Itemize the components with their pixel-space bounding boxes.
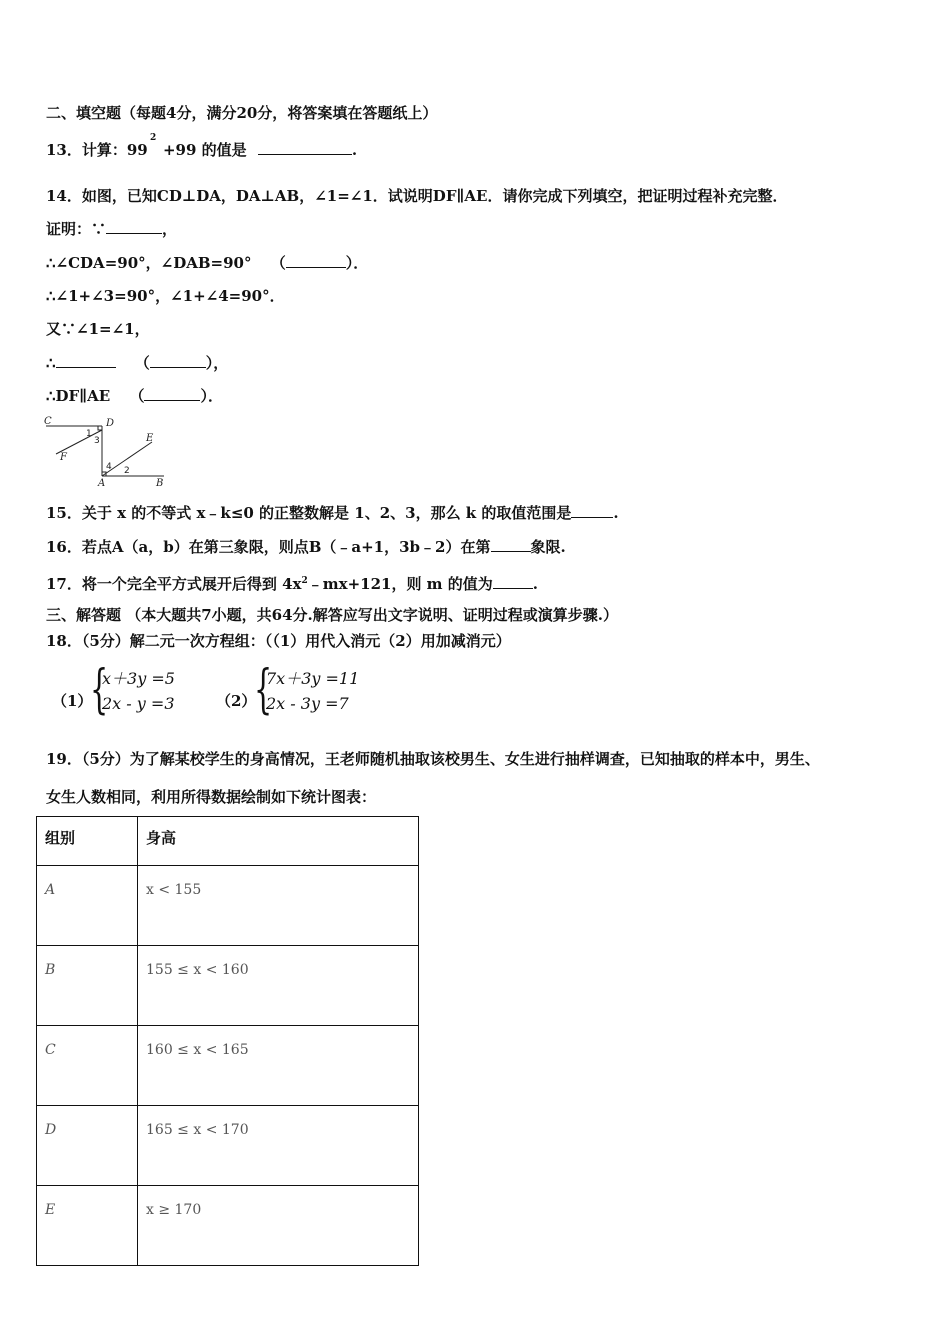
q14-line3: ∴∠1+∠3=90°，∠1+∠4=90°．: [46, 287, 285, 305]
header-group: 组别: [37, 817, 138, 866]
q14-line5: [46, 353, 228, 373]
q14-line5-prefix: ∴: [46, 354, 56, 372]
table-row: [37, 1186, 419, 1266]
question-16: [46, 537, 566, 557]
q15-answer-blank[interactable]: [571, 503, 613, 518]
q14-line6-prefix: ∴DF∥AE: [46, 387, 111, 405]
q13-end: .: [351, 141, 358, 159]
q14-line4: 又∵∠1=∠1，: [46, 320, 150, 338]
q14-line1: [46, 219, 177, 239]
section2-heading: 二、填空题（每题4分，满分20分，将答案填在答题纸上）: [46, 104, 438, 122]
group-cell: A: [37, 866, 138, 946]
q18-system-1: [90, 660, 200, 720]
q14-blank-3[interactable]: [56, 353, 116, 368]
q19-stem-line2: 女生人数相同，利用所得数据绘制如下统计图表：: [46, 788, 377, 806]
header-height: 身高: [138, 817, 419, 866]
q14-line6-paren-close: ）．: [200, 387, 223, 405]
q14-line6-paren-open: （: [129, 387, 145, 405]
q15-end: .: [613, 504, 619, 522]
label-f: F: [60, 452, 67, 463]
q18-label-2: （2）: [216, 692, 257, 710]
section3-heading: 三、解答题 （本大题共7小题，共64分.解答应写出文字说明、证明过程或演算步骤.）: [46, 606, 618, 624]
range-cell: x ≥ 170: [138, 1186, 419, 1266]
right-angle-d: [98, 426, 102, 430]
label-b: B: [156, 478, 164, 488]
group-cell: B: [37, 946, 138, 1026]
q13-prefix: 13．计算：99: [46, 141, 148, 159]
table-row: [37, 1106, 419, 1186]
label-c: C: [44, 416, 52, 427]
label-angle-3: 3: [94, 436, 100, 446]
q17-prefix: 17．将一个完全平方式展开后得到 4x: [46, 575, 302, 593]
system-1-brace: {: [90, 660, 109, 720]
q17-exponent: 2: [301, 576, 308, 586]
q13-exponent: 2: [150, 133, 157, 143]
system-1-eq2: 2x - y =3: [102, 694, 175, 713]
table-row: [37, 866, 419, 946]
q13-suffix: +99 的值是: [162, 141, 247, 159]
q14-line1-prefix: 证明：∵: [46, 220, 107, 238]
height-group-table: [36, 816, 419, 1266]
q14-line2-paren-close: ）．: [345, 254, 369, 272]
q16-text: 16．若点A（a，b）在第三象限，则点B（﹣a+1，3b﹣2）在第: [46, 538, 491, 556]
q14-line2: [46, 253, 368, 273]
range-cell: 155 ≤ x < 160: [138, 946, 419, 1026]
q13-answer-blank[interactable]: [258, 140, 352, 155]
group-cell: C: [37, 1026, 138, 1106]
system-2-eq1: 7x＋3y =11: [266, 669, 360, 688]
label-a: A: [98, 478, 106, 488]
q14-blank-1[interactable]: [106, 219, 162, 234]
q16-answer-blank[interactable]: [491, 537, 531, 552]
table-row: [37, 946, 419, 1026]
question-17: [46, 571, 538, 594]
group-cell: E: [37, 1186, 138, 1266]
range-cell: x < 155: [138, 866, 419, 946]
q14-blank-5[interactable]: [144, 386, 200, 401]
q14-line6: [46, 386, 223, 406]
label-e: E: [146, 433, 154, 444]
question-15: [46, 503, 619, 523]
label-angle-1: 1: [86, 429, 92, 439]
range-cell: 160 ≤ x < 165: [138, 1026, 419, 1106]
q19-stem-line1: 19．（5分）为了解某校学生的身高情况，王老师随机抽取该校男生、女生进行抽样调查，已知抽取的样本中，男生、: [46, 750, 820, 768]
system-2-eq2: 2x - 3y =7: [266, 694, 349, 713]
q14-geometry-figure: [42, 414, 170, 488]
q14-line5-paren-close: ），: [205, 354, 229, 372]
q14-line2-prefix: ∴∠CDA=90°，∠DAB=90°: [46, 254, 252, 272]
label-angle-2: 2: [124, 466, 130, 476]
system-2-brace: {: [254, 660, 273, 720]
q14-stem: 14．如图，已知CD⊥DA，DA⊥AB，∠1=∠1．试说明DF∥AE．请你完成下列填空，把证明过程补充完整．: [46, 187, 788, 205]
q18-system-2: [254, 660, 374, 720]
label-d: D: [106, 418, 115, 429]
q14-blank-2[interactable]: [286, 253, 346, 268]
q14-blank-4[interactable]: [150, 353, 206, 368]
table-row: [37, 1026, 419, 1106]
table-header-row: [37, 817, 419, 866]
q16-end: 象限.: [530, 538, 566, 556]
label-angle-4: 4: [106, 462, 112, 472]
group-cell: D: [37, 1106, 138, 1186]
q17-answer-blank[interactable]: [493, 574, 533, 589]
q18-stem: 18．（5分）解二元一次方程组：（（1）用代入消元（2）用加减消元）: [46, 632, 511, 650]
q17-end: .: [532, 575, 538, 593]
question-13: [46, 133, 358, 160]
q17-middle: ﹣mx+121，则 m 的值为: [307, 575, 493, 593]
q15-text: 15．关于 x 的不等式 x﹣k≤0 的正整数解是 1、2、3，那么 k 的取值范围是: [46, 504, 572, 522]
q14-line2-paren-open: （: [270, 254, 286, 272]
system-1-eq1: x＋3y =5: [102, 669, 175, 688]
range-cell: 165 ≤ x < 170: [138, 1106, 419, 1186]
q14-line5-paren-open: （: [134, 354, 150, 372]
q14-line1-end: ，: [162, 220, 178, 238]
q18-label-1: （1）: [52, 692, 93, 710]
